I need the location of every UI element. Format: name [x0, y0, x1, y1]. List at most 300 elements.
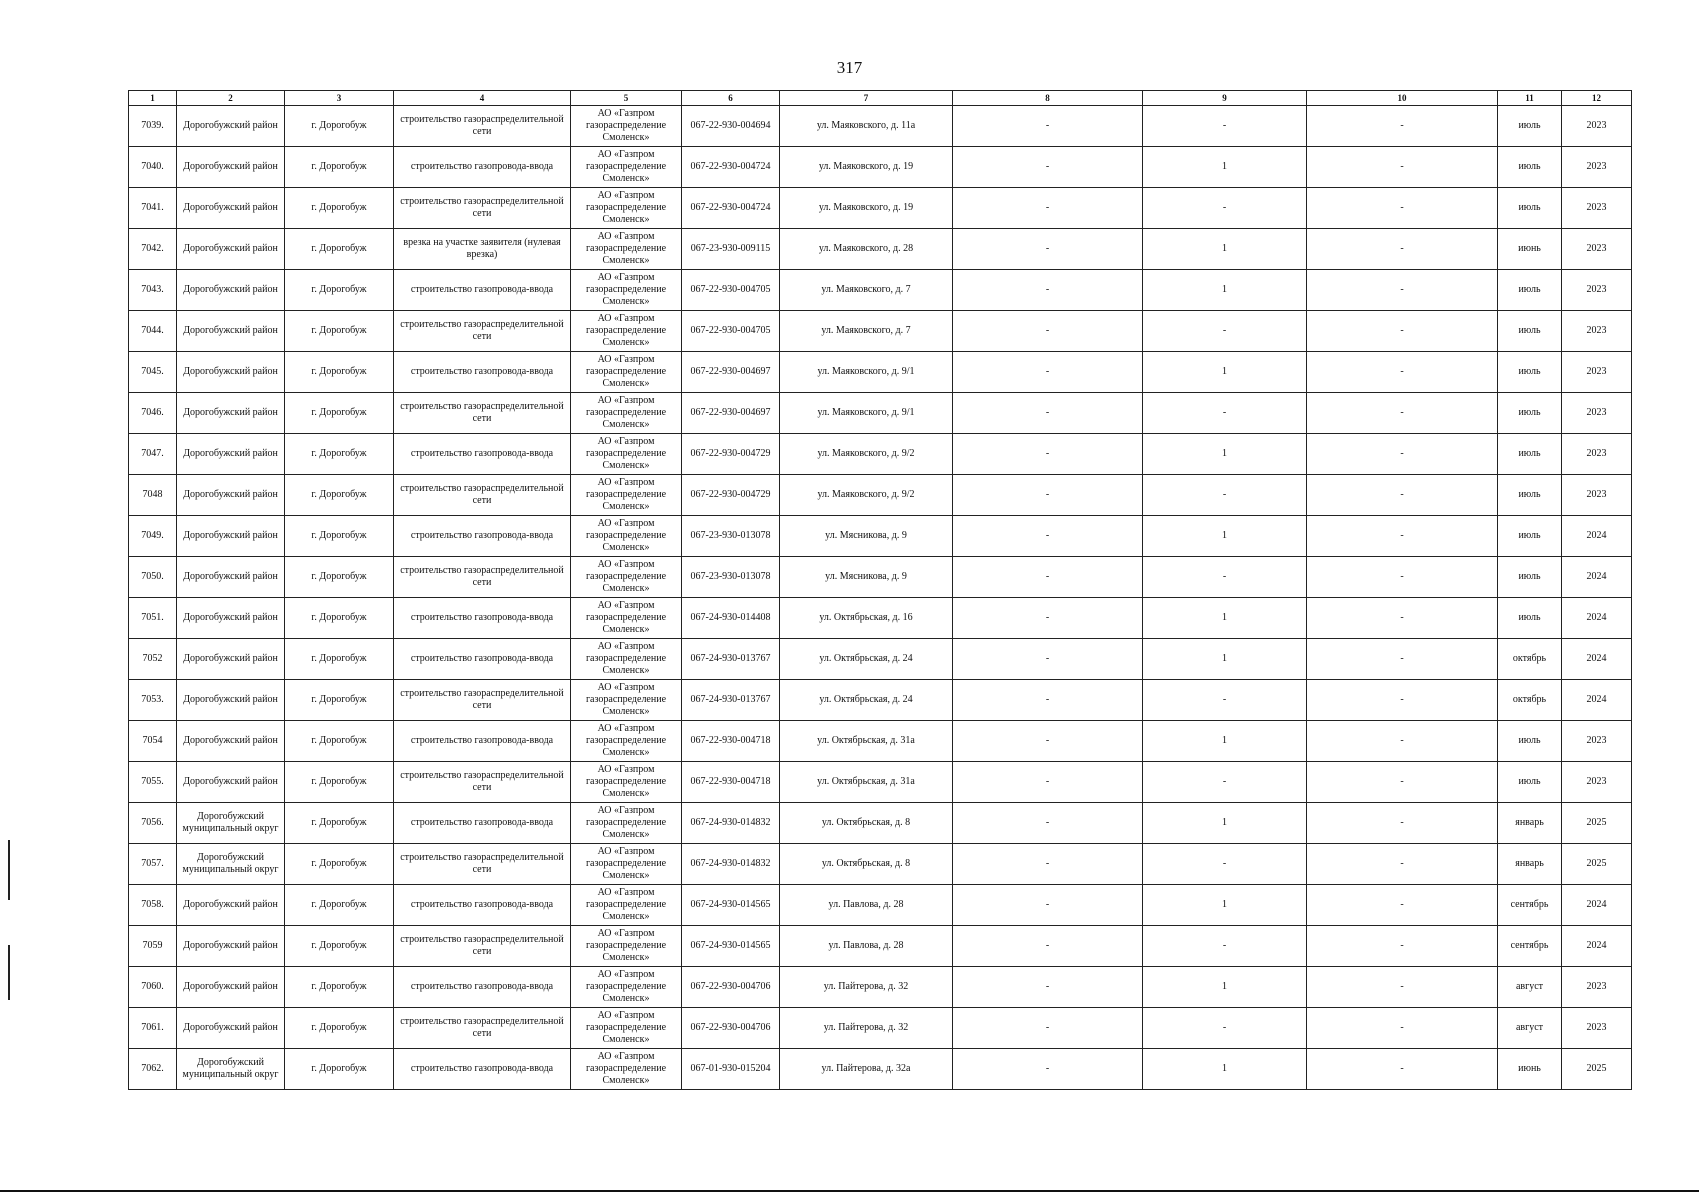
organization-cell: АО «Газпром газораспределение Смоленск»: [571, 803, 682, 844]
column-10-cell: -: [1307, 680, 1498, 721]
object-type-cell: строительство газораспределительной сети: [394, 393, 571, 434]
year-cell: 2023: [1562, 270, 1632, 311]
column-9-cell: -: [1143, 393, 1307, 434]
cadastral-number-cell: 067-24-930-014832: [682, 803, 780, 844]
object-type-cell: строительство газопровода-ввода: [394, 270, 571, 311]
year-cell: 2025: [1562, 844, 1632, 885]
object-type-cell: строительство газораспределительной сети: [394, 557, 571, 598]
year-cell: 2023: [1562, 721, 1632, 762]
column-9-cell: -: [1143, 844, 1307, 885]
organization-cell: АО «Газпром газораспределение Смоленск»: [571, 926, 682, 967]
month-cell: август: [1498, 1008, 1562, 1049]
district-cell: Дорогобужский район: [177, 311, 285, 352]
table-row: [129, 475, 1632, 516]
column-header: 4: [394, 91, 571, 106]
address-cell: ул. Маяковского, д. 19: [780, 147, 953, 188]
district-cell: Дорогобужский район: [177, 1008, 285, 1049]
organization-cell: АО «Газпром газораспределение Смоленск»: [571, 352, 682, 393]
month-cell: июль: [1498, 352, 1562, 393]
year-cell: 2023: [1562, 311, 1632, 352]
row-number: 7056.: [129, 803, 177, 844]
cadastral-number-cell: 067-01-930-015204: [682, 1049, 780, 1090]
month-cell: июль: [1498, 311, 1562, 352]
row-number: 7058.: [129, 885, 177, 926]
column-9-cell: 1: [1143, 803, 1307, 844]
row-number: 7057.: [129, 844, 177, 885]
column-header: 10: [1307, 91, 1498, 106]
organization-cell: АО «Газпром газораспределение Смоленск»: [571, 516, 682, 557]
column-header: 2: [177, 91, 285, 106]
month-cell: июнь: [1498, 229, 1562, 270]
district-cell: Дорогобужский район: [177, 229, 285, 270]
column-8-cell: -: [953, 434, 1143, 475]
year-cell: 2024: [1562, 557, 1632, 598]
settlement-cell: г. Дорогобуж: [285, 557, 394, 598]
column-9-cell: 1: [1143, 721, 1307, 762]
settlement-cell: г. Дорогобуж: [285, 926, 394, 967]
object-type-cell: строительство газораспределительной сети: [394, 680, 571, 721]
row-number: 7047.: [129, 434, 177, 475]
cadastral-number-cell: 067-24-930-014565: [682, 926, 780, 967]
cadastral-number-cell: 067-22-930-004706: [682, 967, 780, 1008]
district-cell: Дорогобужский район: [177, 352, 285, 393]
address-cell: ул. Октябрьская, д. 8: [780, 844, 953, 885]
month-cell: июль: [1498, 434, 1562, 475]
cadastral-number-cell: 067-22-930-004729: [682, 434, 780, 475]
table-row: [129, 270, 1632, 311]
district-cell: Дорогобужский муниципальный округ: [177, 1049, 285, 1090]
district-cell: Дорогобужский район: [177, 926, 285, 967]
year-cell: 2025: [1562, 803, 1632, 844]
cadastral-number-cell: 067-22-930-004705: [682, 311, 780, 352]
district-cell: Дорогобужский район: [177, 188, 285, 229]
address-cell: ул. Маяковского, д. 9/2: [780, 434, 953, 475]
table-row: [129, 434, 1632, 475]
organization-cell: АО «Газпром газораспределение Смоленск»: [571, 188, 682, 229]
column-8-cell: -: [953, 967, 1143, 1008]
address-cell: ул. Октябрьская, д. 24: [780, 639, 953, 680]
month-cell: июль: [1498, 598, 1562, 639]
column-10-cell: -: [1307, 598, 1498, 639]
year-cell: 2023: [1562, 475, 1632, 516]
year-cell: 2023: [1562, 147, 1632, 188]
table-row: [129, 352, 1632, 393]
address-cell: ул. Октябрьская, д. 24: [780, 680, 953, 721]
table-row: [129, 229, 1632, 270]
column-9-cell: 1: [1143, 885, 1307, 926]
margin-mark: [8, 840, 10, 900]
table-row: [129, 639, 1632, 680]
object-type-cell: строительство газораспределительной сети: [394, 844, 571, 885]
column-header: 7: [780, 91, 953, 106]
month-cell: июль: [1498, 475, 1562, 516]
cadastral-number-cell: 067-22-930-004729: [682, 475, 780, 516]
settlement-cell: г. Дорогобуж: [285, 393, 394, 434]
address-cell: ул. Маяковского, д. 19: [780, 188, 953, 229]
year-cell: 2024: [1562, 926, 1632, 967]
cadastral-number-cell: 067-22-930-004724: [682, 188, 780, 229]
address-cell: ул. Маяковского, д. 9/1: [780, 393, 953, 434]
column-8-cell: -: [953, 762, 1143, 803]
settlement-cell: г. Дорогобуж: [285, 229, 394, 270]
column-9-cell: 1: [1143, 147, 1307, 188]
column-9-cell: 1: [1143, 967, 1307, 1008]
table-row: [129, 516, 1632, 557]
object-type-cell: строительство газопровода-ввода: [394, 639, 571, 680]
table-row: [129, 557, 1632, 598]
object-type-cell: строительство газораспределительной сети: [394, 475, 571, 516]
gasification-register-table: [128, 90, 1632, 1090]
address-cell: ул. Мясникова, д. 9: [780, 516, 953, 557]
table-row: [129, 1049, 1632, 1090]
column-9-cell: 1: [1143, 270, 1307, 311]
settlement-cell: г. Дорогобуж: [285, 844, 394, 885]
address-cell: ул. Октябрьская, д. 8: [780, 803, 953, 844]
table-row: [129, 967, 1632, 1008]
district-cell: Дорогобужский район: [177, 516, 285, 557]
column-9-cell: 1: [1143, 434, 1307, 475]
column-8-cell: -: [953, 1008, 1143, 1049]
cadastral-number-cell: 067-24-930-014408: [682, 598, 780, 639]
settlement-cell: г. Дорогобуж: [285, 311, 394, 352]
margin-mark: [8, 945, 10, 1000]
column-9-cell: 1: [1143, 352, 1307, 393]
cadastral-number-cell: 067-23-930-013078: [682, 516, 780, 557]
row-number: 7055.: [129, 762, 177, 803]
row-number: 7054: [129, 721, 177, 762]
settlement-cell: г. Дорогобуж: [285, 721, 394, 762]
year-cell: 2024: [1562, 598, 1632, 639]
cadastral-number-cell: 067-22-930-004705: [682, 270, 780, 311]
object-type-cell: строительство газопровода-ввода: [394, 1049, 571, 1090]
settlement-cell: г. Дорогобуж: [285, 106, 394, 147]
column-header: 3: [285, 91, 394, 106]
table-row: [129, 926, 1632, 967]
column-9-cell: -: [1143, 311, 1307, 352]
column-8-cell: -: [953, 311, 1143, 352]
address-cell: ул. Маяковского, д. 11а: [780, 106, 953, 147]
column-9-cell: -: [1143, 680, 1307, 721]
organization-cell: АО «Газпром газораспределение Смоленск»: [571, 721, 682, 762]
column-header: 6: [682, 91, 780, 106]
column-8-cell: -: [953, 516, 1143, 557]
column-9-cell: 1: [1143, 598, 1307, 639]
address-cell: ул. Маяковского, д. 9/1: [780, 352, 953, 393]
row-number: 7039.: [129, 106, 177, 147]
cadastral-number-cell: 067-24-930-013767: [682, 680, 780, 721]
organization-cell: АО «Газпром газораспределение Смоленск»: [571, 393, 682, 434]
column-10-cell: -: [1307, 721, 1498, 762]
column-10-cell: -: [1307, 639, 1498, 680]
column-9-cell: -: [1143, 1008, 1307, 1049]
settlement-cell: г. Дорогобуж: [285, 270, 394, 311]
address-cell: ул. Маяковского, д. 28: [780, 229, 953, 270]
column-8-cell: -: [953, 639, 1143, 680]
settlement-cell: г. Дорогобуж: [285, 516, 394, 557]
row-number: 7043.: [129, 270, 177, 311]
district-cell: Дорогобужский район: [177, 598, 285, 639]
year-cell: 2023: [1562, 393, 1632, 434]
table-row: [129, 106, 1632, 147]
column-header: 1: [129, 91, 177, 106]
district-cell: Дорогобужский район: [177, 475, 285, 516]
month-cell: октябрь: [1498, 680, 1562, 721]
object-type-cell: строительство газораспределительной сети: [394, 311, 571, 352]
address-cell: ул. Павлова, д. 28: [780, 926, 953, 967]
table-row: [129, 803, 1632, 844]
table-row: [129, 885, 1632, 926]
column-10-cell: -: [1307, 803, 1498, 844]
row-number: 7045.: [129, 352, 177, 393]
month-cell: июль: [1498, 516, 1562, 557]
cadastral-number-cell: 067-22-930-004697: [682, 352, 780, 393]
column-9-cell: 1: [1143, 639, 1307, 680]
table-row: [129, 188, 1632, 229]
address-cell: ул. Октябрьская, д. 16: [780, 598, 953, 639]
object-type-cell: строительство газораспределительной сети: [394, 762, 571, 803]
organization-cell: АО «Газпром газораспределение Смоленск»: [571, 1049, 682, 1090]
cadastral-number-cell: 067-22-930-004697: [682, 393, 780, 434]
organization-cell: АО «Газпром газораспределение Смоленск»: [571, 229, 682, 270]
object-type-cell: врезка на участке заявителя (нулевая врезка): [394, 229, 571, 270]
month-cell: июль: [1498, 270, 1562, 311]
page-number: 317: [836, 58, 863, 77]
object-type-cell: строительство газораспределительной сети: [394, 106, 571, 147]
district-cell: Дорогобужский район: [177, 393, 285, 434]
district-cell: Дорогобужский район: [177, 639, 285, 680]
column-10-cell: -: [1307, 393, 1498, 434]
column-8-cell: -: [953, 557, 1143, 598]
district-cell: Дорогобужский район: [177, 270, 285, 311]
column-10-cell: -: [1307, 434, 1498, 475]
organization-cell: АО «Газпром газораспределение Смоленск»: [571, 598, 682, 639]
table-row: [129, 762, 1632, 803]
column-header: 5: [571, 91, 682, 106]
object-type-cell: строительство газопровода-ввода: [394, 516, 571, 557]
column-8-cell: -: [953, 147, 1143, 188]
district-cell: Дорогобужский район: [177, 434, 285, 475]
table-body: [129, 106, 1632, 1090]
organization-cell: АО «Газпром газораспределение Смоленск»: [571, 106, 682, 147]
settlement-cell: г. Дорогобуж: [285, 352, 394, 393]
settlement-cell: г. Дорогобуж: [285, 680, 394, 721]
address-cell: ул. Маяковского, д. 7: [780, 311, 953, 352]
month-cell: январь: [1498, 844, 1562, 885]
table-row: [129, 147, 1632, 188]
cadastral-number-cell: 067-24-930-014832: [682, 844, 780, 885]
table-row: [129, 1008, 1632, 1049]
column-8-cell: -: [953, 1049, 1143, 1090]
year-cell: 2023: [1562, 188, 1632, 229]
row-number: 7061.: [129, 1008, 177, 1049]
column-9-cell: 1: [1143, 229, 1307, 270]
district-cell: Дорогобужский муниципальный округ: [177, 844, 285, 885]
table-row: [129, 721, 1632, 762]
column-10-cell: -: [1307, 475, 1498, 516]
header-row: [129, 91, 1632, 106]
table-row: [129, 844, 1632, 885]
address-cell: ул. Пайтерова, д. 32а: [780, 1049, 953, 1090]
district-cell: Дорогобужский район: [177, 680, 285, 721]
year-cell: 2023: [1562, 434, 1632, 475]
year-cell: 2024: [1562, 680, 1632, 721]
settlement-cell: г. Дорогобуж: [285, 434, 394, 475]
object-type-cell: строительство газораспределительной сети: [394, 926, 571, 967]
table-row: [129, 311, 1632, 352]
column-10-cell: -: [1307, 967, 1498, 1008]
row-number: 7060.: [129, 967, 177, 1008]
table-row: [129, 393, 1632, 434]
district-cell: Дорогобужский муниципальный округ: [177, 803, 285, 844]
column-9-cell: -: [1143, 557, 1307, 598]
year-cell: 2024: [1562, 516, 1632, 557]
column-10-cell: -: [1307, 926, 1498, 967]
column-10-cell: -: [1307, 352, 1498, 393]
object-type-cell: строительство газораспределительной сети: [394, 188, 571, 229]
cadastral-number-cell: 067-23-930-009115: [682, 229, 780, 270]
address-cell: ул. Октябрьская, д. 31а: [780, 721, 953, 762]
row-number: 7046.: [129, 393, 177, 434]
month-cell: июль: [1498, 188, 1562, 229]
organization-cell: АО «Газпром газораспределение Смоленск»: [571, 475, 682, 516]
column-9-cell: 1: [1143, 1049, 1307, 1090]
column-8-cell: -: [953, 680, 1143, 721]
row-number: 7051.: [129, 598, 177, 639]
row-number: 7059: [129, 926, 177, 967]
district-cell: Дорогобужский район: [177, 885, 285, 926]
object-type-cell: строительство газопровода-ввода: [394, 598, 571, 639]
cadastral-number-cell: 067-22-930-004694: [682, 106, 780, 147]
object-type-cell: строительство газопровода-ввода: [394, 803, 571, 844]
bottom-rule: [0, 1190, 1699, 1192]
column-8-cell: -: [953, 885, 1143, 926]
organization-cell: АО «Газпром газораспределение Смоленск»: [571, 844, 682, 885]
column-8-cell: -: [953, 229, 1143, 270]
column-header: 12: [1562, 91, 1632, 106]
column-10-cell: -: [1307, 762, 1498, 803]
organization-cell: АО «Газпром газораспределение Смоленск»: [571, 311, 682, 352]
year-cell: 2024: [1562, 639, 1632, 680]
column-10-cell: -: [1307, 1008, 1498, 1049]
column-10-cell: -: [1307, 516, 1498, 557]
row-number: 7049.: [129, 516, 177, 557]
row-number: 7040.: [129, 147, 177, 188]
district-cell: Дорогобужский район: [177, 557, 285, 598]
row-number: 7041.: [129, 188, 177, 229]
settlement-cell: г. Дорогобуж: [285, 967, 394, 1008]
address-cell: ул. Мясникова, д. 9: [780, 557, 953, 598]
column-8-cell: -: [953, 598, 1143, 639]
object-type-cell: строительство газопровода-ввода: [394, 967, 571, 1008]
organization-cell: АО «Газпром газораспределение Смоленск»: [571, 639, 682, 680]
organization-cell: АО «Газпром газораспределение Смоленск»: [571, 270, 682, 311]
column-8-cell: -: [953, 803, 1143, 844]
month-cell: октябрь: [1498, 639, 1562, 680]
column-8-cell: -: [953, 106, 1143, 147]
year-cell: 2023: [1562, 229, 1632, 270]
cadastral-number-cell: 067-24-930-013767: [682, 639, 780, 680]
column-10-cell: -: [1307, 188, 1498, 229]
address-cell: ул. Павлова, д. 28: [780, 885, 953, 926]
column-10-cell: -: [1307, 229, 1498, 270]
cadastral-number-cell: 067-23-930-013078: [682, 557, 780, 598]
cadastral-number-cell: 067-24-930-014565: [682, 885, 780, 926]
settlement-cell: г. Дорогобуж: [285, 639, 394, 680]
organization-cell: АО «Газпром газораспределение Смоленск»: [571, 967, 682, 1008]
cadastral-number-cell: 067-22-930-004724: [682, 147, 780, 188]
year-cell: 2025: [1562, 1049, 1632, 1090]
month-cell: сентябрь: [1498, 885, 1562, 926]
column-9-cell: -: [1143, 926, 1307, 967]
month-cell: январь: [1498, 803, 1562, 844]
object-type-cell: строительство газопровода-ввода: [394, 721, 571, 762]
table-row: [129, 680, 1632, 721]
organization-cell: АО «Газпром газораспределение Смоленск»: [571, 680, 682, 721]
row-number: 7053.: [129, 680, 177, 721]
district-cell: Дорогобужский район: [177, 967, 285, 1008]
district-cell: Дорогобужский район: [177, 147, 285, 188]
district-cell: Дорогобужский район: [177, 106, 285, 147]
column-9-cell: -: [1143, 762, 1307, 803]
month-cell: июнь: [1498, 1049, 1562, 1090]
cadastral-number-cell: 067-22-930-004718: [682, 762, 780, 803]
object-type-cell: строительство газопровода-ввода: [394, 352, 571, 393]
column-10-cell: -: [1307, 885, 1498, 926]
row-number: 7052: [129, 639, 177, 680]
month-cell: июль: [1498, 721, 1562, 762]
address-cell: ул. Маяковского, д. 9/2: [780, 475, 953, 516]
column-header: 11: [1498, 91, 1562, 106]
table-row: [129, 598, 1632, 639]
organization-cell: АО «Газпром газораспределение Смоленск»: [571, 557, 682, 598]
object-type-cell: строительство газопровода-ввода: [394, 147, 571, 188]
column-9-cell: -: [1143, 475, 1307, 516]
month-cell: июль: [1498, 762, 1562, 803]
object-type-cell: строительство газораспределительной сети: [394, 1008, 571, 1049]
column-10-cell: -: [1307, 311, 1498, 352]
cadastral-number-cell: 067-22-930-004706: [682, 1008, 780, 1049]
column-8-cell: -: [953, 352, 1143, 393]
address-cell: ул. Маяковского, д. 7: [780, 270, 953, 311]
month-cell: сентябрь: [1498, 926, 1562, 967]
column-9-cell: -: [1143, 188, 1307, 229]
row-number: 7048: [129, 475, 177, 516]
organization-cell: АО «Газпром газораспределение Смоленск»: [571, 434, 682, 475]
row-number: 7062.: [129, 1049, 177, 1090]
organization-cell: АО «Газпром газораспределение Смоленск»: [571, 885, 682, 926]
district-cell: Дорогобужский район: [177, 721, 285, 762]
year-cell: 2023: [1562, 762, 1632, 803]
year-cell: 2023: [1562, 1008, 1632, 1049]
settlement-cell: г. Дорогобуж: [285, 1049, 394, 1090]
row-number: 7050.: [129, 557, 177, 598]
month-cell: июль: [1498, 393, 1562, 434]
column-10-cell: -: [1307, 270, 1498, 311]
address-cell: ул. Пайтерова, д. 32: [780, 1008, 953, 1049]
object-type-cell: строительство газопровода-ввода: [394, 434, 571, 475]
address-cell: ул. Пайтерова, д. 32: [780, 967, 953, 1008]
row-number: 7044.: [129, 311, 177, 352]
month-cell: июль: [1498, 557, 1562, 598]
column-header: 9: [1143, 91, 1307, 106]
year-cell: 2023: [1562, 106, 1632, 147]
settlement-cell: г. Дорогобуж: [285, 475, 394, 516]
organization-cell: АО «Газпром газораспределение Смоленск»: [571, 762, 682, 803]
year-cell: 2023: [1562, 967, 1632, 1008]
column-10-cell: -: [1307, 844, 1498, 885]
settlement-cell: г. Дорогобуж: [285, 598, 394, 639]
object-type-cell: строительство газопровода-ввода: [394, 885, 571, 926]
